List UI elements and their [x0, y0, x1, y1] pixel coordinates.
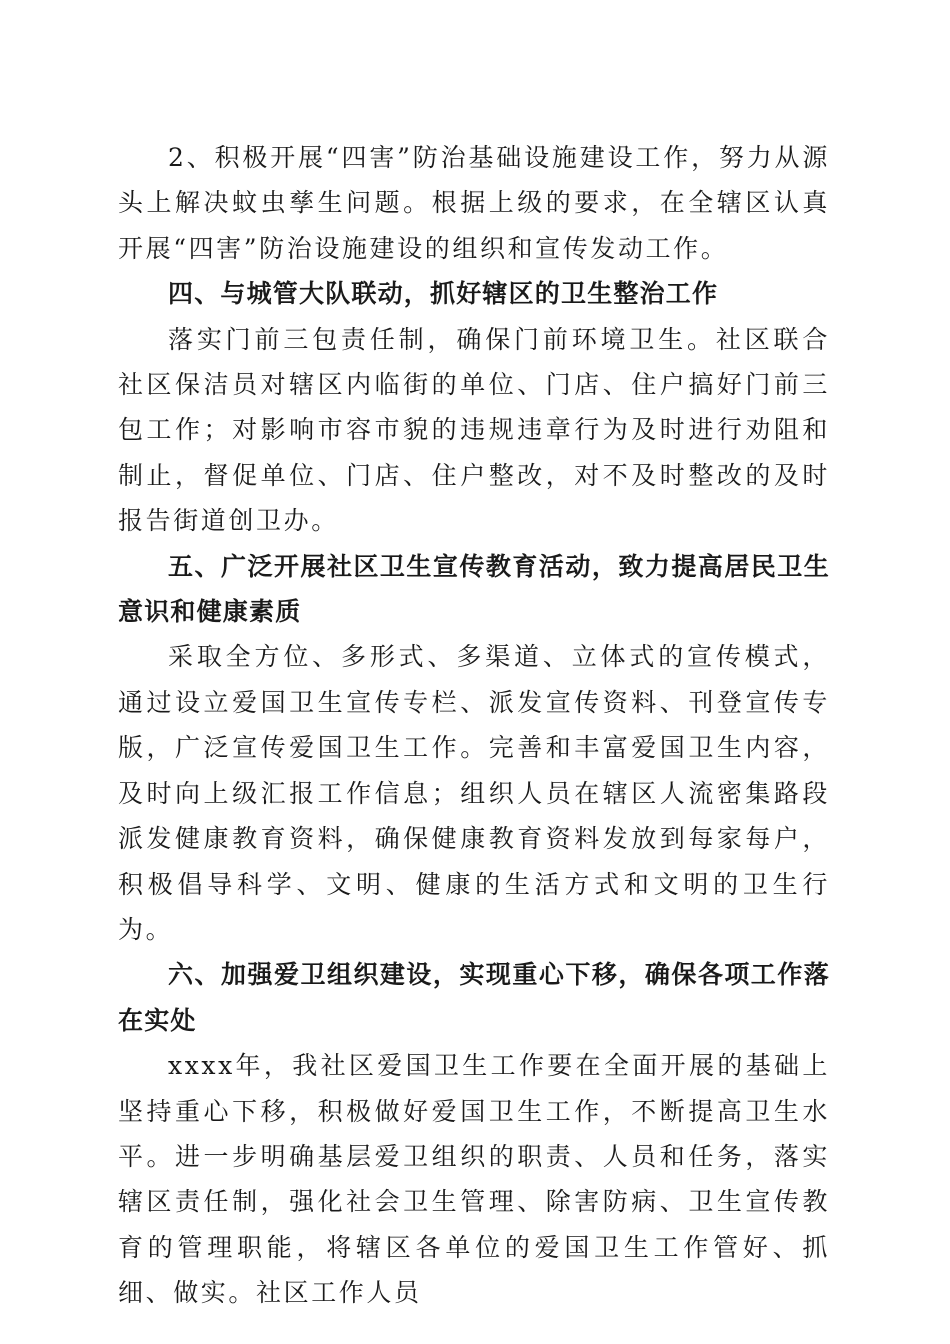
paragraph-frontage-responsibility: 落实门前三包责任制，确保门前环境卫生。社区联合社区保洁员对辖区内临街的单位、门店、住户搞好门前三包工作；对影响市容市貌的违规违章行为及时进行劝阻和制止，督促单位、门店、住户整改，对不及时整改的及时报告街道创卫办。 [118, 324, 830, 536]
section-heading-6: 六、加强爱卫组织建设，实现重心下移，确保各项工作落在实处 [118, 960, 830, 1035]
paragraph-health-education: 采取全方位、多形式、多渠道、立体式的宣传模式，通过设立爱国卫生宣传专栏、派发宣传资料、刊登宣传专版，广泛宣传爱国卫生工作。完善和丰富爱国卫生内容，及时向上级汇报工作信息；组织人员在辖区人流密集路段派发健康教育资料，确保健康教育资料发放到每家每户，积极倡导科学、文明、健康的生活方式和文明的卫生行为。 [118, 642, 830, 944]
section-heading-5: 五、广泛开展社区卫生宣传教育活动，致力提高居民卫生意识和健康素质 [118, 551, 830, 627]
document-page [118, 135, 830, 1316]
paragraph-organization-building: xxxx年，我社区爱国卫生工作要在全面开展的基础上坚持重心下移，积极做好爱国卫生工作，不断提高卫生水平。进一步明确基层爱卫组织的职责、人员和任务，落实辖区责任制，强化社会卫生管理、除害防病、卫生宣传教育的管理职能，将辖区各单位的爱国卫生工作管好、抓细、做实。社区工作人员 [118, 1051, 830, 1308]
paragraph-four-pests: 2、积极开展“四害”防治基础设施建设工作，努力从源头上解决蚊虫孳生问题。根据上级的要求，在全辖区认真开展“四害”防治设施建设的组织和宣传发动工作。 [118, 143, 830, 263]
section-heading-4: 四、与城管大队联动，抓好辖区的卫生整治工作 [168, 279, 719, 309]
